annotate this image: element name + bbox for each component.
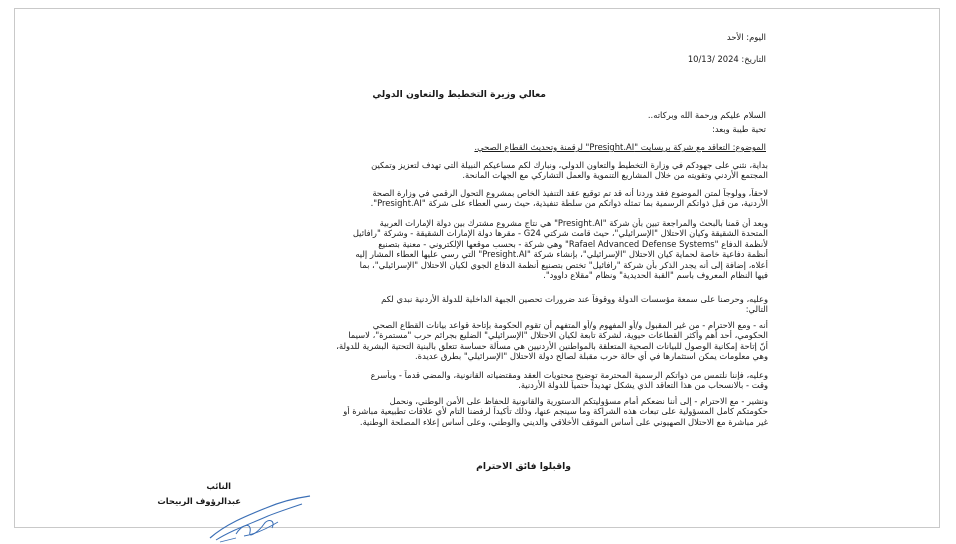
paragraph-contract <box>156 188 768 209</box>
paragraph-intro <box>156 160 768 181</box>
paragraph-line: وبعد أن قمنا بالبحث والمراجعة تبين بأن شركة "Presight.AI" هي نتاج مشروع مشترك بين دولة الإمارات العربية <box>379 218 768 228</box>
paragraph-line: وعليه، وحرصنا على سمعة مؤسسات الدولة ووقوفاً عند ضرورات تحصين الجبهة الداخلية للدولة الأردنية نبدي لكم <box>381 294 768 304</box>
signer-name: عبدالرؤوف الربيحات <box>157 496 241 506</box>
paragraph-line: وعليه، فإننا نلتمس من ذواتكم الرسمية المحترمة توضيح محتويات العقد ومقتضياته القانونية، والمضي قدماً - وبأسرع <box>370 370 768 380</box>
day-line: اليوم: الأحد <box>726 32 766 42</box>
paragraph-line: أنّ إتاحة إمكانية الوصول للبيانات الصحية المتعلقة بالمواطنين الأردنيين هي مسألة حساسة تتعلق بالبنية التحتية البشرية للدولة، <box>336 340 768 351</box>
paragraph-line: أنه - ومع الاحترام - من غير المقبول و/أو المفهوم و/أو المتفهم أن تقوم الحكومة بإتاحة قواعد بيانات القطاع الصحي <box>372 320 768 330</box>
handwritten-signature <box>206 494 316 544</box>
greeting: السلام عليكم ورحمة الله وبركاته.. <box>647 110 766 120</box>
signer-title: النائب <box>206 481 231 491</box>
paragraph-line: الحكومي، أحد أهم وأكثر القطاعات حيوية، لشركة تابعة لكيان الاحتلال "الإسرائيلي" الضليع بجرائم حرب "مستمرة"، لاسيما <box>348 330 768 341</box>
date-line: التاريخ: 2024 /10/13 <box>687 54 766 64</box>
paragraph-line: وهي معلومات يمكن استثمارها في أي حالة حرب مقبلة لصالح دولة الاحتلال "الإسرائيلي" بطرق عديدة. <box>415 351 768 362</box>
paragraph-request <box>156 370 768 391</box>
paragraph-line: بداية، نثني على جهودكم في وزارة التخطيط والتعاون الدولي، ونبارك لكم مساعيكم النبيلة التي تهدف لتعزيز وتمكين <box>371 160 768 170</box>
closing-line: واقبلوا فائق الاحترام <box>476 461 571 472</box>
subject-line: الموضوع: التعاقد مع شركة بريسايت "Presight.AI" لرقمنة وتحديث القطاع الصحي. <box>474 142 766 152</box>
paragraph-line: وقت - بالانسحاب من هذا التعاقد الذي يشكل تهديداً حتمياً للدولة الأردنية. <box>518 380 768 391</box>
paragraph-line: المجتمع الأردني وتقويته من خلال المشاريع التنموية والعمل التشاركي مع الجهات المانحة. <box>462 170 768 181</box>
paragraph-line: أعلاه، إضافة إلى أنه يجدر الذكر بأن شركة "رافائيل" تختص بتصنيع أنظمة الدفاع الجوي لكيان الاحتلال "الإسرائيلي"، بما <box>359 259 768 270</box>
paragraph-responsibility <box>156 396 768 427</box>
paragraph-line: لأنظمة الدفاع "Rafael Advanced Defense Systems" وهي شركة - بحسب موقعها الإلكتروني - معنية بتصنيع <box>378 238 768 249</box>
paragraph-line: فيها النظام المعروف باسم "القبة الحديدية" ونظام "مقلاع داوود". <box>543 270 768 281</box>
paragraph-line: الأردنية، من قبل ذواتكم الرسمية بما تمثله ذواتكم من سلطة تنفيذية، حيث رسي العطاء على شركة "Presight.AI". <box>370 198 768 209</box>
paragraph-research <box>156 218 768 280</box>
paragraph-line: لاحقاً، وولوجاً لمتن الموضوع فقد وردنا أنه قد تم توقيع عقد التنفيذ الخاص بمشروع التحول الرقمي في وزارة الصحة <box>372 188 768 198</box>
paragraph-line: حكومتكم كامل المسؤولية على تبعات هذه الشراكة وما سينجم عنها، وذلك تأكيداً لرفضنا التام لأي علاقات تطبيعية مباشرة أو <box>343 406 768 417</box>
paragraph-line: المتحدة الشقيقة وكيان الاحتلال "الإسرائيلي"، حيث قامت شركتي G24 - مقرها دولة الإمارات الشقيقة - وشركة "رافائيل <box>352 228 768 239</box>
addressee: معالي وزيرة التخطيط والتعاون الدولي <box>372 89 546 100</box>
letter-document <box>156 18 776 523</box>
subgreeting: تحية طيبة وبعد: <box>712 124 766 134</box>
paragraph-objection <box>156 320 768 362</box>
paragraph-line: غير مباشرة مع الاحتلال الصهيوني على أساس الموقف الأخلاقي والديني والوطني، وعلى أساس إعلاء المصلحة الوطنية. <box>359 416 768 427</box>
paragraph-line: أنظمة دفاعية خاصة لحماية كيان الاحتلال "الإسرائيلي"، بإنشاء شركة "Presight.AI" التي رسي عليها العطاء المشار إليه <box>355 249 768 260</box>
paragraph-line: التالي: <box>745 304 768 315</box>
paragraph-therefore <box>156 294 768 315</box>
paragraph-line: ونشير - مع الاحترام - إلى أننا نضعكم أمام مسؤوليتكم الدستورية والقانونية للحفاظ على الأمن الوطني، ونحمل <box>389 396 768 406</box>
